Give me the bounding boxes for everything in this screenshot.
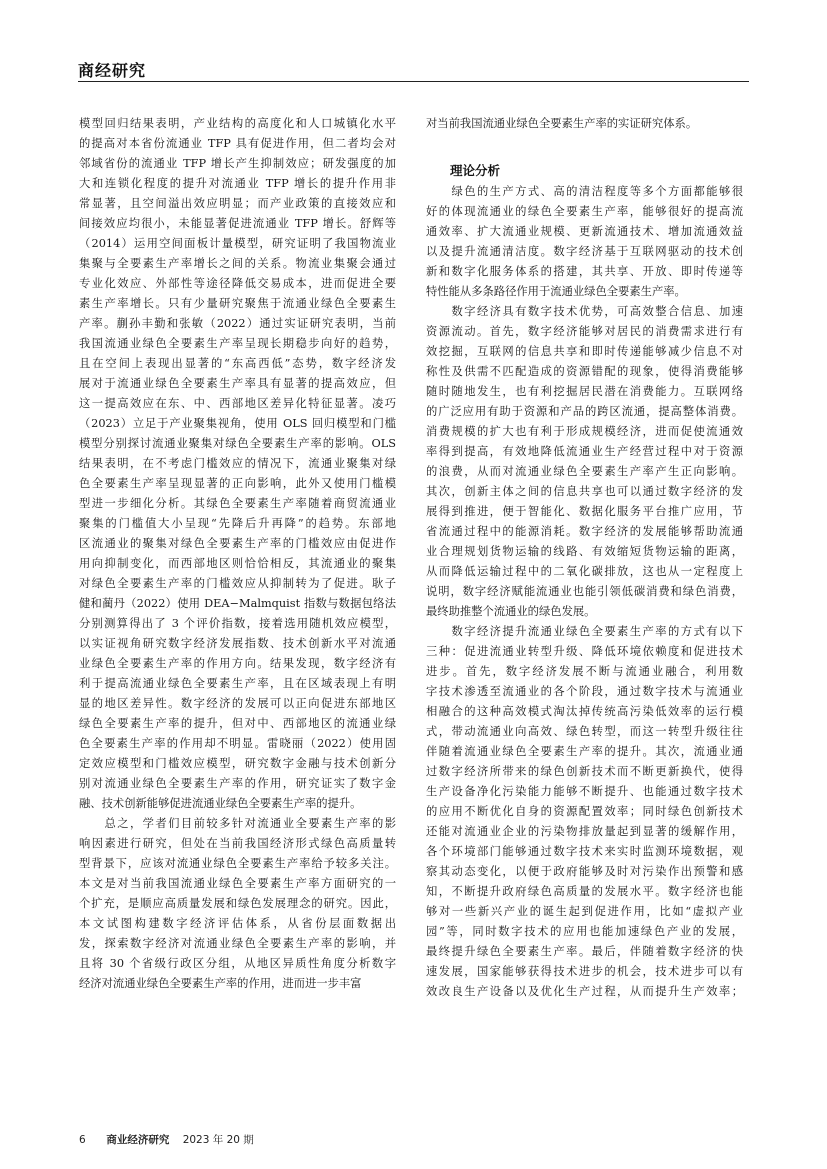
paragraph-line: 称性及供需不匹配造成的资源错配的现象，使得消费能够 [426, 365, 743, 378]
paragraph-line: 展得到推进，便于智能化、数据化服务平台推广应用，节 [426, 505, 743, 518]
paragraph-line: 业合理规划货物运输的线路、有效缩短货物运输的距离， [426, 545, 743, 558]
paragraph-line: 省流通过程中的能源消耗。数字经济的发展能够帮助流通 [426, 525, 743, 538]
paragraph-line: 总之，学者们目前较多针对流通业全要素生产率的影 [79, 817, 396, 830]
paragraph-line: 本文试图构建数字经济评估体系，从省份层面数据出 [79, 917, 396, 930]
paragraph-line: 别对流通业绿色全要素生产率的作用，研究证实了数字金 [79, 777, 396, 790]
paragraph-line: 还能对流通业企业的污染物排放量起到显著的缓解作用， [426, 825, 743, 838]
paragraph-line: 我国流通业绿色全要素生产率呈现长期稳步向好的趋势， [79, 337, 396, 350]
paragraph-line: 效挖掘，互联网的信息共享和即时传递能够减少信息不对 [426, 345, 743, 358]
paragraph-line: 其次，创新主体之间的信息共享也可以通过数字经济的发 [426, 485, 743, 498]
paragraph-line: 定效应模型和门槛效应模型，研究数字金融与技术创新分 [79, 757, 396, 770]
paragraph-line: 随时随地发生，也有利挖掘居民潜在消费能力。互联网络 [426, 385, 743, 398]
left-column [79, 114, 396, 994]
paragraph-line: 资源流动。首先，数字经济能够对居民的消费需求进行有 [426, 325, 743, 338]
paragraph-line: 园”等，同时数字技术的应用也能加速绿色产业的发展， [426, 925, 743, 938]
page-footer [79, 1132, 254, 1147]
paragraph-line: 各个环境部门能够通过数字技术来实时监测环境数据，观 [426, 845, 743, 858]
paragraph-line: 消费规模的扩大也有利于形成规模经济，进而促使流通效 [426, 425, 743, 438]
paragraph-line: 说明，数字经济赋能流通业也能引领低碳消费和绿色消费， [426, 585, 743, 598]
paragraph-line: 对当前我国流通业绿色全要素生产率的实证研究体系。 [426, 117, 698, 130]
right-column-body [426, 182, 743, 1002]
paragraph-line: （2014）运用空间面板计量模型，研究证明了我国物流业 [79, 237, 396, 250]
paragraph-line: 绿色的生产方式、高的清洁程度等多个方面都能够很 [426, 185, 743, 198]
paragraph-line: 业绿色全要素生产率的作用方向。结果发现，数字经济有 [79, 657, 396, 670]
paragraph-line: 健和蔺丹（2022）使用 DEA−Malmquist 指数与数据包络法 [79, 597, 396, 610]
paragraph-line: 以及提升流通清洁度。数字经济基于互联网驱动的技术创 [426, 245, 743, 258]
paragraph-line: 素生产率增长。只有少量研究聚焦于流通业绿色全要素生 [79, 297, 396, 310]
paragraph-line: 察其动态变化，以便于政府能够及时对污染作出预警和感 [426, 865, 743, 878]
paragraph-line: 够对一些新兴产业的诞生起到促进作用，比如“虚拟产业 [426, 905, 743, 918]
paragraph-line: 最终助推整个流通业的绿色发展。 [426, 605, 596, 618]
journal-name: 商业经济研究 [106, 1134, 170, 1146]
paragraph-line: 进步。首先，数字经济发展不断与流通业融合，利用数 [426, 665, 743, 678]
paragraph-line: 速发展，国家能够获得技术进步的机会，技术进步可以有 [426, 965, 743, 978]
paragraph-line: 经济对流通业绿色全要素生产率的作用，进而进一步丰富 [79, 977, 362, 990]
paragraph-line: 分别测算得出了 3 个评价指数，接着选用随机效应模型， [79, 617, 396, 630]
paragraph-line: 发，探索数字经济对流通业绿色全要素生产率的影响，并 [79, 937, 396, 950]
paragraph-line: 过数字经济所带来的绿色创新技术而不断更新换代，使得 [426, 765, 743, 778]
paragraph-line: 好的体现流通业的绿色全要素生产率，能够很好的提高流 [426, 205, 743, 218]
paragraph-line: 的提高对本省份流通业 TFP 具有促进作用，但二者均会对 [79, 137, 396, 150]
paragraph-line: 模型分别探讨流通业聚集对绿色全要素生产率的影响。OLS [79, 437, 396, 450]
page-number: 6 [79, 1134, 86, 1146]
paragraph-line: 特性能从多条路径作用于流通业绿色全要素生产率。 [426, 285, 686, 298]
paragraph-line: 伴随着流通业绿色全要素生产率的提升。其次，流通业通 [426, 745, 743, 758]
paragraph-line: 相融合的这种高效模式淘汰掉传统高污染低效率的运行模 [426, 705, 743, 718]
issue-label: 2023 年 20 期 [182, 1134, 254, 1146]
paragraph-line: 型进一步细化分析。其绿色全要素生产率随着商贸流通业 [79, 497, 396, 510]
paragraph-line: 展对于流通业绿色全要素生产率具有显著的提高效应，但 [79, 377, 396, 390]
paragraph-line: 结果表明，在不考虑门槛效应的情况下，流通业聚集对绿 [79, 457, 396, 470]
right-column [426, 114, 743, 1002]
paragraph-line: 绿色全要素生产率的提升，但对中、西部地区的流通业绿 [79, 717, 396, 730]
paragraph-line: 三种：促进流通业转型升级、降低环境依赖度和促进技术 [426, 645, 743, 658]
paragraph-line: 型背景下，应该对流通业绿色全要素生产率给予较多关注。 [79, 857, 396, 870]
paragraph-line: 用向抑制变化，而西部地区则恰恰相反，其流通业的聚集 [79, 557, 396, 570]
paragraph-line: 专业化效应、外部性等途径降低交易成本，进而促进全要 [79, 277, 396, 290]
paragraph-line: 的应用不断优化自身的资源配置效率；同时绿色创新技术 [426, 805, 743, 818]
paragraph-line: 区流通业的聚集对绿色全要素生产率的门槛效应由促进作 [79, 537, 396, 550]
paragraph-line: 间接效应均很小，未能显著促进流通业 TFP 增长。舒辉等 [79, 217, 396, 230]
paragraph-line: 的浪费，从而对流通业绿色全要素生产率产生正向影响。 [426, 465, 743, 478]
paragraph-line: 从而降低运输过程中的二氧化碳排放，这也从一定程度上 [426, 565, 743, 578]
paragraph-line: （2023）立足于产业聚集视角，使用 OLS 回归模型和门槛 [79, 417, 396, 430]
paragraph-line: 且将 30 个省级行政区分组，从地区异质性角度分析数字 [79, 957, 396, 970]
paragraph-line: 新和数字化服务体系的搭建，其共享、开放、即时传递等 [426, 265, 743, 278]
paragraph-line: 融、技术创新能够促进流通业绿色全要素生产率的提升。 [79, 797, 362, 810]
paragraph-line: 且在空间上表现出显著的“东高西低”态势，数字经济发 [79, 357, 396, 370]
paragraph-line: 集聚与全要素生产率增长之间的关系。物流业集聚会通过 [79, 257, 396, 270]
header-divider [78, 81, 749, 82]
paragraph-line: 字技术渗透至流通业的各个阶段，通过数字技术与流通业 [426, 685, 743, 698]
paragraph-line: 色全要素生产率呈现显著的正向影响，此外又使用门槛模 [79, 477, 396, 490]
paragraph-line: 色全要素生产率的作用却不明显。雷晓丽（2022）使用固 [79, 737, 396, 750]
paragraph-line: 最终提升绿色全要素生产率。最后，伴随着数字经济的快 [426, 945, 743, 958]
paragraph-line: 式，带动流通业向高效、绿色转型，而这一转型升级往往 [426, 725, 743, 738]
paragraph-line: 的广泛应用有助于资源和产品的跨区流通，提高整体消费。 [426, 405, 743, 418]
paragraph-line: 显的地区差异性。数字经济的发展可以正向促进东部地区 [79, 697, 396, 710]
paragraph-line: 这一提高效应在东、中、西部地区差异化特征显著。凌巧 [79, 397, 396, 410]
section-heading: 理论分析 [450, 163, 501, 178]
paragraph-line: 本文是对当前我国流通业绿色全要素生产率方面研究的一 [79, 877, 396, 890]
paragraph-line: 聚集的门槛值大小呈现“先降后升再降”的趋势。东部地 [79, 517, 396, 530]
paragraph-line: 率得到提高，有效地降低流通业生产经营过程中对于资源 [426, 445, 743, 458]
paragraph-line: 个扩充，是顺应高质量发展和绿色发展理念的研究。因此， [79, 897, 396, 910]
journal-section-title: 商经研究 [78, 61, 147, 80]
paragraph-line: 通效率、扩大流通业规模、更新流通技术、增加流通效益 [426, 225, 743, 238]
paragraph-line: 利于提高流通业绿色全要素生产率，且在区域表现上有明 [79, 677, 396, 690]
paragraph-line: 效改良生产设备以及优化生产过程，从而提升生产效率； [426, 985, 743, 998]
paragraph-line: 响因素进行研究，但处在当前我国经济形式绿色高质量转 [79, 837, 396, 850]
paragraph-line: 大和连锁化程度的提升对流通业 TFP 增长的提升作用非 [79, 177, 396, 190]
paragraph-line: 生产设备净化污染能力能够不断提升、也能通过数字技术 [426, 785, 743, 798]
paragraph-line: 邻域省份的流通业 TFP 增长产生抑制效应；研发强度的加 [79, 157, 396, 170]
paragraph-line: 知，不断提升政府绿色高质量的发展水平。数字经济也能 [426, 885, 743, 898]
paragraph-line: 数字经济具有数字技术优势，可高效整合信息、加速 [426, 305, 743, 318]
paragraph-line: 对绿色全要素生产率的门槛效应从抑制转为了促进。耿子 [79, 577, 396, 590]
paragraph-line: 模型回归结果表明，产业结构的高度化和人口城镇化水平 [79, 117, 396, 130]
paragraph-line: 数字经济提升流通业绿色全要素生产率的方式有以下 [426, 625, 743, 638]
paragraph-line: 以实证视角研究数字经济发展指数、技术创新水平对流通 [79, 637, 396, 650]
paragraph-line: 常显著，且空间溢出效应明显；而产业政策的直接效应和 [79, 197, 396, 210]
paragraph-line: 产率。蒯孙丰勤和张敏（2022）通过实证研究表明，当前 [79, 317, 396, 330]
